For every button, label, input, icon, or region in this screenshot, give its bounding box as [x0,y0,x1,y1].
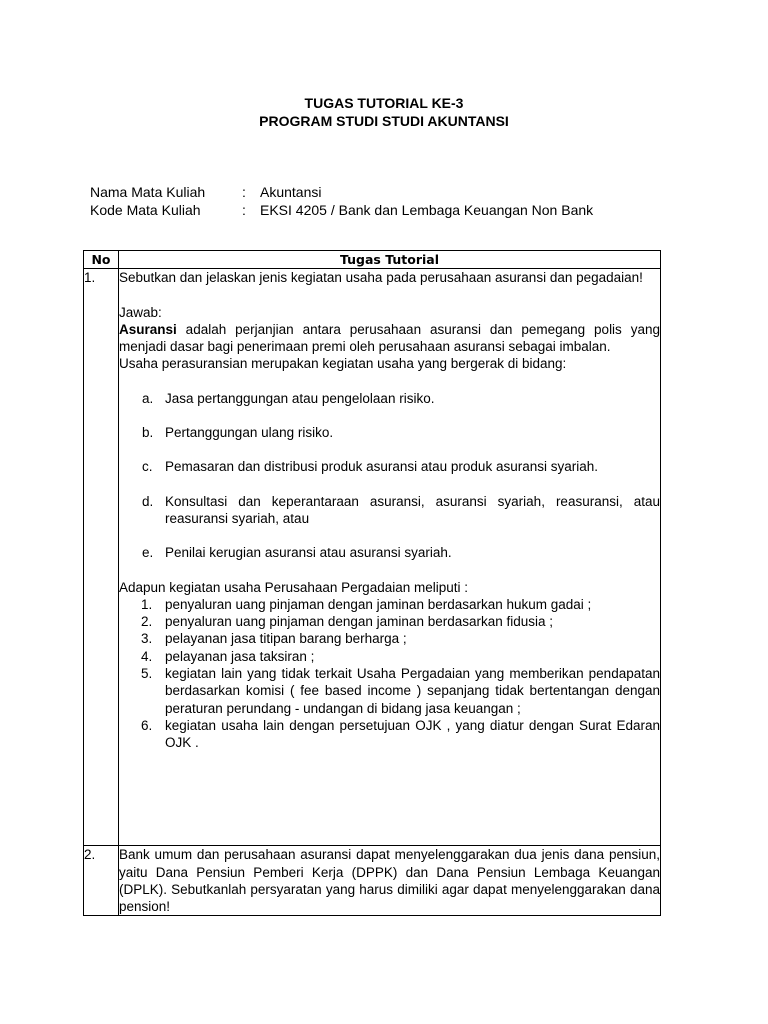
list-item [119,717,660,752]
list-item [119,390,660,407]
list-item [119,648,660,665]
list-item-text: pelayanan jasa titipan barang berharga ; [165,631,407,647]
column-header-no: No [84,251,119,269]
list-item [119,665,660,717]
list-marker: 5. [141,666,153,682]
list-marker: 3. [141,631,153,647]
asuransi-activity-list [119,390,660,562]
course-code-separator: : [242,202,246,218]
list-item [119,630,660,647]
course-code-label: Kode Mata Kuliah [90,202,201,218]
row-number: 2. [84,846,119,916]
list-item-text: penyaluran uang pinjaman dengan jaminan berdasarkan fidusia ; [165,614,554,630]
list-item [119,613,660,630]
tutorial-table [83,250,661,916]
list-marker: 1. [141,596,153,612]
course-name-separator: : [242,184,246,200]
document-title: TUGAS TUTORIAL KE-3 [304,95,464,111]
list-item-text: penyaluran uang pinjaman dengan jaminan berdasarkan hukum gadai ; [165,596,592,612]
list-item [119,493,660,528]
asuransi-definition [119,321,660,356]
asuransi-intro: Usaha perasuransian merupakan kegiatan usaha yang bergerak di bidang: [119,356,567,372]
list-item [119,596,660,613]
answer-label: Jawab: [119,304,162,320]
table-row [84,846,661,916]
task-cell [119,846,661,916]
column-header-task: Tugas Tutorial [119,251,661,269]
list-marker: b. [142,425,154,441]
list-item-text: pelayanan jasa taksiran ; [165,648,315,664]
list-item [119,458,660,475]
list-marker: 4. [141,648,153,664]
list-marker: e. [142,545,154,561]
list-item [119,424,660,441]
list-marker: d. [142,493,154,509]
question-text: Bank umum dan perusahaan asuransi dapat menyelenggarakan dua jenis dana pensiun, yaitu Dana Pensiun Pemberi Kerja (DPPK) dan Dana Pensiun Lembaga Keuangan (DPLK). Sebutkanlah persyaratan yang harus dimiliki agar dapat menyelenggarakan dana pension! [119,847,660,915]
task-cell [119,269,661,846]
list-marker: 2. [141,614,153,630]
list-item-text: Pemasaran dan distribusi produk asuransi atau produk asuransi syariah. [165,459,598,475]
list-item-text: Pertanggungan ulang risiko. [165,425,334,441]
pegadaian-intro: Adapun kegiatan usaha Perusahaan Pergadaian meliputi : [119,579,469,595]
asuransi-term: Asuransi [119,321,177,337]
asuransi-definition-text: adalah perjanjian antara perusahaan asuransi dan pemegang polis yang menjadi dasar bagi penerimaan premi oleh perusahaan asuransi sebagai imbalan. [119,321,660,355]
list-item-text: Konsultasi dan keperantaraan asuransi, asuransi syariah, reasuransi, atau reasuransi syariah, atau [165,493,660,526]
document-subtitle: PROGRAM STUDI STUDI AKUNTANSI [259,113,509,129]
pegadaian-activity-list [119,596,660,752]
list-item-text: Penilai kerugian asuransi atau asuransi syariah. [165,545,452,561]
table-header-row [84,251,661,269]
list-marker: a. [142,390,154,406]
list-marker: 6. [141,717,153,733]
course-name-label: Nama Mata Kuliah [90,184,206,200]
list-item-text: kegiatan usaha lain dengan persetujuan OJK , yang diatur dengan Surat Edaran OJK . [165,717,660,751]
question-text: Sebutkan dan jelaskan jenis kegiatan usaha pada perusahaan asuransi dan pegadaian! [119,270,643,286]
table-row [84,269,661,846]
list-item-text: Jasa pertanggungan atau pengelolaan risiko. [165,390,435,406]
row-number: 1. [84,269,119,846]
list-item [119,544,660,561]
course-code-value: EKSI 4205 / Bank dan Lembaga Keuangan Non Bank [260,202,594,218]
list-item-text: kegiatan lain yang tidak terkait Usaha Pergadaian yang memberikan pendapatan berdasarkan komisi ( fee based income ) sepanjang tidak bertentangan dengan peraturan perundang - undangan di bidang jasa keuangan ; [165,666,660,716]
list-marker: c. [142,459,153,475]
course-name-value: Akuntansi [260,184,322,200]
